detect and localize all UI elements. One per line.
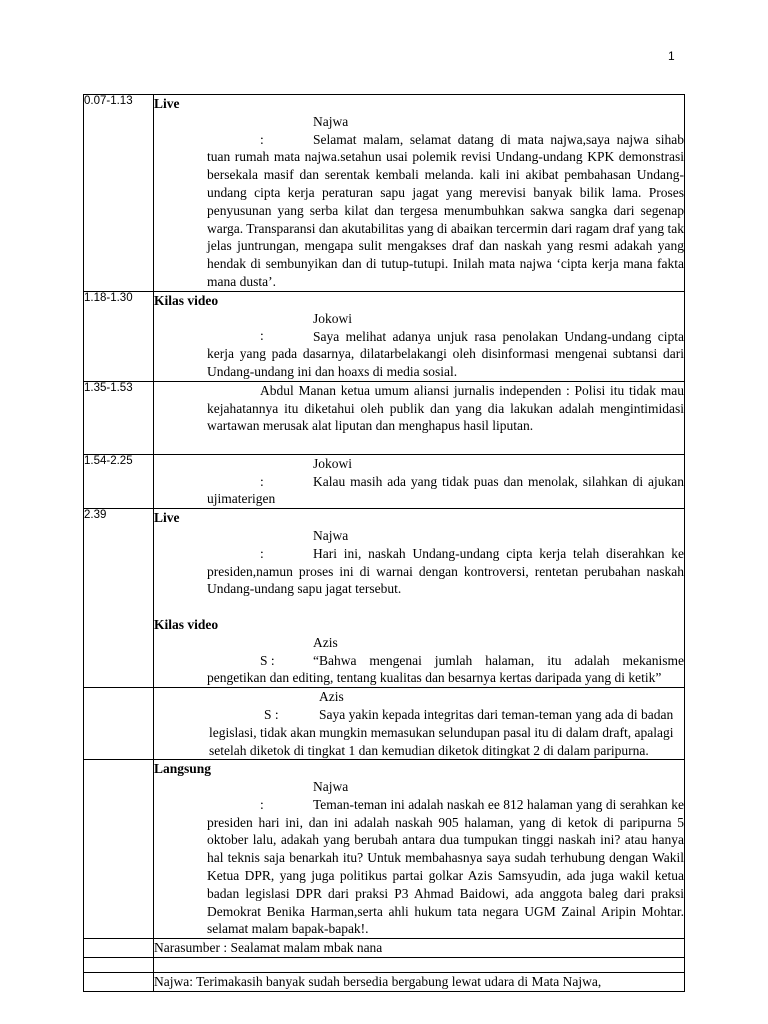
speaker-label: Abdul Manan ketua umum aliansi jurnalis independen : bbox=[260, 382, 570, 398]
speaker-label: Najwa: bbox=[154, 974, 193, 990]
timestamp-cell bbox=[84, 973, 154, 992]
transcript-entry bbox=[154, 310, 684, 381]
content-cell bbox=[154, 454, 685, 508]
table-row bbox=[84, 688, 685, 760]
content-cell bbox=[154, 760, 685, 939]
speaker-label: Jokowi : bbox=[260, 310, 353, 344]
speaker-label: Najwa : bbox=[260, 113, 349, 147]
entry-text: Terimakasih banyak sudah bersedia bergabung lewat udara di Mata Najwa, bbox=[196, 974, 602, 990]
timestamp-cell bbox=[84, 760, 154, 939]
section-heading: Kilas video bbox=[154, 616, 219, 632]
section-heading: Kilas video bbox=[154, 292, 219, 308]
timestamp-cell bbox=[84, 688, 154, 760]
entry-text: “Bahwa mengenai jumlah halaman, itu adalah mekanisme pengetikan dan editing, tentang kualitas dan besarnya kertas daripada yang di ketik” bbox=[207, 652, 684, 686]
content-cell bbox=[154, 381, 685, 454]
spacer bbox=[154, 598, 684, 616]
entry-text: Kalau masih ada yang tidak puas dan menolak, silahkan di ajukan ujimaterigen bbox=[207, 473, 684, 507]
speaker-label: Najwa : bbox=[260, 527, 349, 561]
transcript-entry bbox=[154, 688, 684, 759]
section-heading: Langsung bbox=[154, 761, 212, 777]
entry-text: Polisi itu tidak mau kejahatannya itu diketahui oleh publik dan yang dia lakukan adalah mengintimidasi wartawan merusak alat liputan dan menghapus hasil liputan. bbox=[207, 382, 684, 434]
transcript-entry bbox=[154, 382, 684, 435]
entry-text: Hari ini, naskah Undang-undang cipta kerja telah diserahkan ke presiden,namun proses ini di warnai dengan kontroversi, rentetan perubahan naskah Undang-undang sapu jagat tersebut. bbox=[207, 545, 684, 597]
timestamp-cell: 1.35-1.53 bbox=[84, 381, 154, 454]
table-row bbox=[84, 958, 685, 973]
entry-text: Selamat malam, selamat datang di mata najwa,saya najwa sihab tuan rumah mata najwa.setahun usai polemik revisi Undang-undang KPK demonstrasi bersekala masif dan serentak kembali melanda. kali ini akibat pembahasan Undang-undang cipta kerja peraturan sapu jagat yang merevisi banyak bilik lama. Proses penyusunan yang serba kilat dan tergesa menumbuhkan sakwa sangka dari segenap warga. Transparansi dan akutabilitas yang di abaikan tercermin dari ragam draf yang tak jelas juntrungan, mengapa sulit mengakses draf dan naskah yang resmi adakah yang hendak di sembunyikan dan di tutup-tutupi. Inilah mata najwa ‘cipta kerja mana fakta mana dusta’. bbox=[207, 131, 684, 289]
transcript-entry bbox=[154, 527, 684, 598]
table-row bbox=[84, 291, 685, 381]
entry-text: Sealamat malam mbak nana bbox=[230, 940, 383, 956]
table-row bbox=[84, 973, 685, 992]
timestamp-cell: 1.18-1.30 bbox=[84, 291, 154, 381]
table-row bbox=[84, 939, 685, 958]
content-cell bbox=[154, 958, 685, 973]
timestamp-cell bbox=[84, 939, 154, 958]
entry-text: Saya melihat adanya unjuk rasa penolakan Undang-undang cipta kerja yang pada dasarnya, dilatarbelakangi oleh disinformasi mengenai subtansi dari Undang-undang ini dan hoaxs di media sosial. bbox=[207, 328, 684, 379]
speaker-label: Najwa : bbox=[260, 779, 349, 812]
transcript-entry bbox=[154, 778, 684, 938]
speaker-label: Azis S : bbox=[260, 634, 338, 668]
transcript-entry bbox=[154, 455, 684, 508]
transcript-entry bbox=[154, 113, 684, 291]
entry-text: Teman-teman ini adalah naskah ee 812 halaman yang di serahkan ke presiden hari ini, dan ini adalah naskah 905 halaman, yang di ketok di paripurna 5 oktober lalu, adakah yang berubah antara dua tumpukan tinggi naskah ini? atau hanya hal teknis saja benarkah itu? Untuk membahasnya saya sudah terhubung dengan Wakil Ketua DPR, yang juga politikus partai golkar Azis Samsyudin, ada juga wakil ketua badan legislasi DPR dari praksi P3 Ahmad Baidowi, ada anggota baleg dari praksi Demokrat Benika Harman,serta ahli hukum tata negara UGM Zainal Aripin Mohtar. selamat malam bapak-bapak!. bbox=[207, 796, 684, 937]
transcript-entry bbox=[154, 939, 684, 957]
table-row bbox=[84, 454, 685, 508]
section-heading: Live bbox=[154, 96, 180, 111]
content-cell bbox=[154, 688, 685, 760]
table-row bbox=[84, 381, 685, 454]
speaker-label: Jokowi : bbox=[260, 455, 353, 489]
table-row bbox=[84, 509, 685, 688]
section-heading: Live bbox=[154, 510, 180, 526]
timestamp-cell: 2.39 bbox=[84, 509, 154, 688]
speaker-label: Narasumber : bbox=[154, 940, 228, 956]
timestamp-cell: 0.07-1.13 bbox=[84, 95, 154, 292]
timestamp-cell: 1.54-2.25 bbox=[84, 454, 154, 508]
content-cell bbox=[154, 291, 685, 381]
content-cell bbox=[154, 973, 685, 992]
transcript-entry bbox=[154, 973, 684, 991]
transcript-table bbox=[83, 94, 685, 992]
table-row bbox=[84, 760, 685, 939]
page-number: 1 bbox=[668, 49, 675, 63]
table-row bbox=[84, 95, 685, 292]
timestamp-cell bbox=[84, 958, 154, 973]
content-cell bbox=[154, 939, 685, 958]
content-cell bbox=[154, 509, 685, 688]
content-cell bbox=[154, 95, 685, 292]
speaker-label: Azis S : bbox=[264, 689, 344, 722]
transcript-entry bbox=[154, 634, 684, 687]
entry-text: Saya yakin kepada integritas dari teman-teman yang ada di badan legislasi, tidak akan mungkin memasukan selundupan pasal itu di dalam draft, apalagi setelah diketok di tingkat 1 dan kemudian diketok ditingkat 2 di dalam paripurna. bbox=[209, 706, 674, 758]
